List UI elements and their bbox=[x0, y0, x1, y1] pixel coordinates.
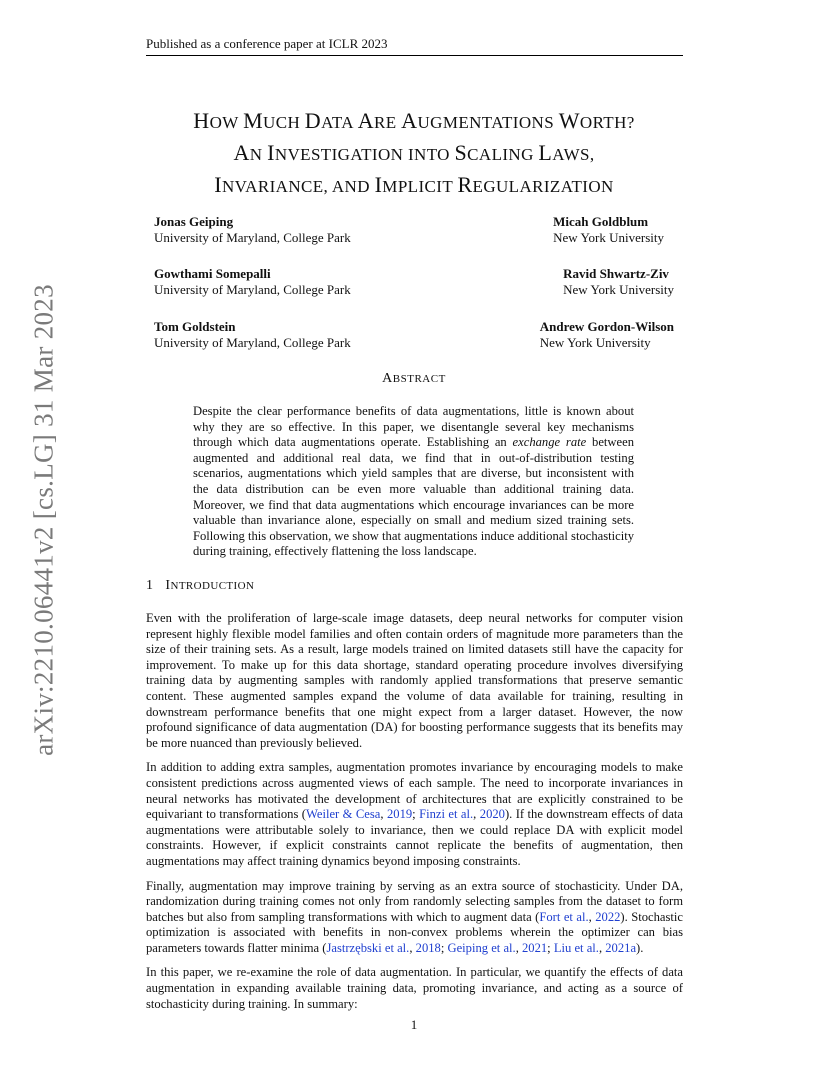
author-name: Jonas Geiping bbox=[154, 214, 234, 229]
paragraph: In this paper, we re-examine the role of data augmentation. In particular, we quantify the effects of data augmentation in expanding available training data, promoting invariance, and acting as a source of stochasticity during training. In summary: bbox=[146, 965, 683, 1011]
citation-link[interactable]: 2022 bbox=[595, 909, 621, 924]
citation-link[interactable]: 2019 bbox=[386, 807, 413, 822]
citation-link[interactable]: 2020 bbox=[479, 807, 505, 822]
author-name: Ravid Shwartz-Ziv bbox=[563, 266, 669, 281]
citation-link[interactable]: Jastrzębski et al. bbox=[326, 940, 410, 955]
author-affiliation: University of Maryland, College Park bbox=[154, 335, 351, 350]
author-entry bbox=[154, 266, 351, 298]
author-entry bbox=[154, 214, 351, 246]
paragraph: Finally, augmentation may improve training by serving as an extra source of stochasticity. Under DA, randomization during training comes not only from randomly selecting samples from the dataset to form batches but also from sampling transformations with which to augment data (Fort et al., 2022). Stochastic optimization is associated with benefits in non-convex problems wherein the optimizer can bias parameters towards flatter minima (Jastrzębski et al., 2018; Geiping et al., 2021; Liu et al., 2021a). bbox=[146, 878, 683, 955]
author-affiliation: New York University bbox=[563, 282, 674, 297]
author-entry bbox=[553, 214, 664, 246]
author-name: Tom Goldstein bbox=[154, 319, 236, 334]
author-name: Gowthami Somepalli bbox=[154, 266, 271, 281]
abstract-heading: ABSTRACT bbox=[382, 371, 446, 386]
title-line-2: AN INVESTIGATION INTO SCALING LAWS, bbox=[233, 140, 595, 165]
citation-link[interactable]: Geiping et al. bbox=[447, 940, 516, 955]
citation-link[interactable]: Finzi et al. bbox=[419, 807, 474, 822]
author-name: Micah Goldblum bbox=[553, 214, 649, 229]
section-heading-introduction: 1 INTRODUCTION bbox=[146, 578, 255, 593]
introduction-body bbox=[146, 611, 683, 1021]
citation-link[interactable]: 2021a bbox=[605, 940, 637, 955]
paragraph: Even with the proliferation of large-scale image datasets, deep neural networks for computer vision represent highly flexible model families and often contain orders of magnitude more parameters than the size of their training sets. As a result, large models trained on limited datasets still have the capacity for improvement. To make up for this data shortage, standard operating procedure involves diversifying training data by augmenting samples with randomly applied transformations that preserve semantic content. These augmented samples expand the volume of data available for training, resulting in downstream performance benefits that one might expect from a larger dataset. However, the now profound significance of data augmentation (DA) for boosting performance suggests that its benefits may be more nuanced than previously believed. bbox=[146, 611, 683, 750]
title-line-3: INVARIANCE, AND IMPLICIT REGULARIZATION bbox=[214, 172, 614, 197]
author-affiliation: University of Maryland, College Park bbox=[154, 282, 351, 297]
running-head: Published as a conference paper at ICLR 2023 bbox=[146, 36, 683, 56]
author-entry bbox=[540, 319, 674, 351]
paragraph: In addition to adding extra samples, augmentation promotes invariance by encouraging models to make consistent predictions across augmented views of each sample. The need to incorporate invariances in neural networks has motivated the development of architectures that are explicitly constrained to be equivariant to transformations (Weiler & Cesa, 2019; Finzi et al., 2020). If the downstream effects of data augmentations were attributable solely to invariance, then we could replace DA with explicit model constraints. However, if explicit constraints cannot replicate the benefits of augmentation, then augmentations may affect training dynamics beyond imposing constraints. bbox=[146, 760, 684, 868]
author-affiliation: New York University bbox=[539, 335, 651, 350]
author-affiliation: University of Maryland, College Park bbox=[154, 230, 351, 245]
citation-link[interactable]: Fort et al. bbox=[539, 909, 589, 924]
author-affiliation: New York University bbox=[553, 230, 664, 245]
citation-link[interactable]: 2021 bbox=[521, 940, 548, 955]
author-entry bbox=[563, 266, 674, 298]
author-block bbox=[154, 214, 674, 354]
citation-link[interactable]: Liu et al. bbox=[553, 940, 599, 955]
page-number: 1 bbox=[410, 1017, 418, 1032]
author-entry bbox=[154, 319, 351, 351]
title-line-1: HOW MUCH DATA ARE AUGMENTATIONS WORTH? bbox=[193, 108, 635, 133]
paper-title bbox=[100, 106, 728, 202]
citation-link[interactable]: Weiler & Cesa bbox=[305, 807, 381, 822]
author-name: Andrew Gordon-Wilson bbox=[539, 319, 674, 334]
abstract-text: Despite the clear performance benefits of data augmentations, little is known about why they are so effective. In this paper, we disentangle several key mechanisms through which data augmentations operate. Establishing an exchange rate between augmented and additional real data, we find that in out-of-distribution testing scenarios, augmentations which yield samples that are diverse, but inconsistent with the data distribution can be even more valuable than additional training data. Moreover, we find that data augmentations which encourage invariances can be more valuable than invariance alone, especially on small and medium sized training sets. Following this observation, we show that augmentations induce additional stochasticity during training, effectively flattening the loss landscape. bbox=[193, 404, 635, 559]
citation-link[interactable]: 2018 bbox=[415, 940, 441, 955]
arxiv-identifier[interactable]: arXiv:2210.06441v2 [cs.LG] 31 Mar 2023 bbox=[28, 284, 59, 756]
